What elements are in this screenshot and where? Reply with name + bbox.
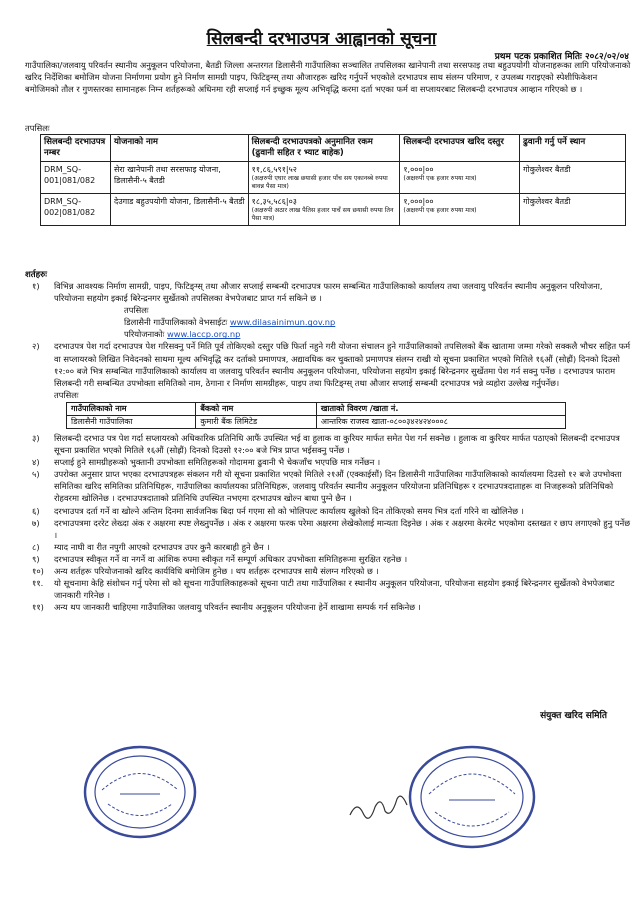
- table-row: [41, 162, 626, 194]
- header-place: ढुवानी गर्नु पर्ने स्थान: [520, 135, 626, 162]
- conditions-list: [32, 280, 633, 613]
- condition-item: १०) अन्य शर्तहरू परियोजनाको खरिद कार्यविधि बमोजिम हुनेछ । थप शर्तहरू दरभाउपत्र साथै संलग्न गरिएको छ ।: [32, 565, 379, 576]
- bid-number: DRM_SQ-001|081/082: [41, 162, 111, 194]
- right-stamp-icon: [405, 742, 540, 852]
- table-row: डिलासैनी गाउँपालिका कुमारी बैंक लिमिटेड आन्तरिक राजस्व खाता-०८००३४२४२४०००८: [67, 415, 566, 428]
- condition-item: ११) अन्य थप जानकारी चाहिएमा गाउँपालिका जलवायु परिवर्तन स्थानीय अनुकूलन परियोजना हेर्ने शाखामा सम्पर्क गर्न सकिनेछ ।: [32, 602, 421, 613]
- bank-table-header: गाउँपालिकाको नाम बैंकको नाम खाताको विवरण /खाता नं.: [67, 402, 566, 415]
- table-row: [41, 194, 626, 226]
- publish-date: प्रथम पटक प्रकाशित मितिः २०८२/०२/०४: [494, 52, 629, 62]
- condition-item: ३) सिलबन्दी दरभाउ पत्र पेश गर्दा सप्लायरको अधिकारिक प्रतिनिधि आफैं उपस्थित भई वा हुलाक वा कुरियर मार्फत समेत पेश गर्न सक्नेछ । हुलाक वा कुरियर मार्फत पठाएको सिलबन्दी दरभाउपत्र सूचना प्रकाशित भएको मितिले १६औं (सोह्रौं) दिनको दिउसो १२:०० बजे भित्र प्राप्त भईसक्नु पर्नेछ ।: [32, 432, 620, 456]
- header-fee: सिलबन्दी दरभाउपत्र खरिद दस्तुर: [400, 135, 520, 162]
- condition-item: ८) म्याद नाघी वा रीत नपुगी आएको दरभाउपत्र उपर कुनै कारबाही हुने छैन ।: [32, 541, 270, 552]
- purchase-fee: १,०००|०० (अक्षरुपी एक हजार रुपया मात्र): [400, 162, 520, 194]
- left-stamp-icon: [80, 742, 200, 842]
- bid-number: DRM_SQ-002|081/082: [41, 194, 111, 226]
- project-name: सेरा खानेपानी तथा सरसफाइ योजना, डिलासैनी-५ बैतडी: [110, 162, 248, 194]
- estimated-amount: ११,८६,५९१|५२ (अक्षरुपी एघार लाख छयासी हजार पाँच सय एकानब्बे रुपया बावन्न पैसा मात्र): [248, 162, 400, 194]
- purchase-fee: १,०००|०० (अक्षरुपी एक हजार रुपया मात्र): [400, 194, 520, 226]
- condition-item: २) दरभाउपत्र पेश गर्दा दरभाउपत्र पेश गरिसक्नु पर्ने मिति पूर्व तोकिएको दस्तुर पछि फिर्ता नहुने गरी योजना संचालन हुने गाउँपालिकाको तपसिलको बैंक खातामा जम्मा गरेको सक्कलै भौचर सहित फर्म वा सप्लायरको लिखित निवेदनको साथमा मूल्य अभिवृद्धि कर दर्ताको प्रमाणपत्र, अद्यावधिक कर चुक्ताको प्रमाणपत्र संलग्न राखी यो सूचना प्रकाशित भएको मितिले १६औं (सोह्रौं) दिनको दिउसो १२:०० बजे भित्र सम्बन्धित गाउँपालिकाको कार्यालय वा जलवायु परिवर्तन स्थानीय अनुकूलन परियोजना, परियोजना सहयोग इकाई बिरेन्द्रनगर सुर्खेतमा पेश गर्न सक्नु पर्नेछ । दरभाउपत्र फाराम सिलबन्दी गरी सम्बन्धित उपभोक्ता समितिको नाम, ठेगाना र निर्माण सामग्रीहरू, पाइप तथा फिटिङ्ग्स् तथा औजार सप्लाई सम्बन्धी दरभाउपत्र भन्ने व्यहोरा उल्लेख गर्नुपर्नेछ। तपसिलः गाउँपालिकाको नाम बैंकको नाम खाताको विवरण /खाता नं. डिलासैनी गाउँपालिका कुमारी बैंक लिमिटेड आन्तरिक राजस्व खाता-०८००३४२४२४०००८: [32, 340, 633, 428]
- municipality-website-link[interactable]: www.dilasainimun.gov.np: [229, 317, 336, 328]
- intro-paragraph: गाउँपालिका/जलवायु परिवर्तन स्थानीय अनुकूलन परियोजना, बैतडी जिल्ला अन्तरगत डिलासैनी गाउँपालिका सञ्चालित तपसिलका खानेपानी तथा सरसफाइ तथा बहुउपयोगी योजनाहरूका लागि परियोजनाको खरिद निर्देशिका बमोजिम योजना निर्माणमा प्रयोग हुने निर्माण सामग्री पाइप, फिटिङ्ग्स् तथा औजारहरू खरिद गर्नुपर्ने भएकोले दरभाउपत्र साथ संलग्न परिमाण, र उपलब्ध गराइएको स्पेशीफिकेशन बमोजिमको तौल र गुणस्तरका सामानहरू निम्न शर्तहरूको अधिनमा रही सप्लाई गर्न इच्छुक मूल्य अभिवृद्धि करमा दर्ता भएका फर्म वा सप्लायरबाट सिलबन्दी दरभाउपत्र आव्हान गरिएको छ ।: [25, 60, 631, 95]
- delivery-place: गोकुलेश्वर बैतडी: [520, 194, 626, 226]
- tapasil-links: तपसिलः डिलासैनी गाउँपालिकाको वेभसाईटः www.dilasainimun.gov.np परियोजनाकोः www.laccp.org.np: [124, 305, 336, 340]
- conditions-heading: शर्तहरुः: [25, 270, 47, 280]
- tapasil-label: तपसिलः: [25, 123, 50, 133]
- bank-tapasil-label: तपसिलः: [54, 389, 79, 400]
- bid-table: [40, 134, 626, 226]
- header-amount: सिलबन्दी दरभाउपत्रको अनुमानित रकम (ढुवानी सहित र भ्याट बाहेक): [248, 135, 400, 162]
- condition-item: ७) दरभाउपत्रमा दररेट लेख्दा अंक र अक्षरमा स्पष्ट लेख्नुपर्नेछ । अंक र अक्षरमा फरक परेमा अक्षरमा लेखेकोलाई मान्यता दिइनेछ । अंक र अक्षरमा केरमेट भएकोमा दस्तखत र छाप लगाएको हुनु पर्नेछ ।: [32, 517, 631, 540]
- notice-title: सिलबन्दी दरभाउपत्र आह्वानको सूचना: [206, 29, 437, 49]
- condition-item: ९) दरभाउपत्र स्वीकृत गर्ने वा नगर्ने वा आंशिक रुपमा स्वीकृत गर्ने सम्पूर्ण अधिकार उपभोक्ता समितिहरूमा सुरक्षित रहनेछ ।: [32, 553, 408, 564]
- condition-item: ५) उपरोक्त अनुसार प्राप्त भएका दरभाउपत्रहरू संकलन गरी यो सूचना प्रकाशित भएको मितिले २१औं (एक्काईसौं) दिन डिलासैनी गाउँपालिका गाउँपालिकाको कार्यालयमा दिउसो १२ बजे उपभोक्ता समितिका खरिद समितिका प्रतिनिधिहरू, गाउँपालिका कार्यालयका प्रतिनिधिहरू, जलवायु परिवर्तन स्थानीय अनुकूलन परियोजना प्रतिनिधिहरू र दरभाउपत्रदाताहरू वा निजहरूको प्रतिनिधिको रोहवरमा खोलिनेछ । दरभाउपत्रदाताको प्रतिनिधि उपस्थित नभएमा दरभाउपत्र खोल्न बाधा पुग्ने छैन ।: [32, 469, 622, 504]
- project-name: देउगाड बहुउपयोगी योजना, डिलासैनी-५ बैतडी: [110, 194, 248, 226]
- condition-item: ११. यो सूचनामा केहि संशोधन गर्नु परेमा सो को सूचना गाउँपालिकाहरूको सूचना पाटी तथा गाउँपालिका र स्थानीय अनुकूलन परियोजना, परियोजना सहयोग इकाई बिरेन्द्रनगर सुर्खेतको वेभपेजबाट जानकारी गरिनेछ ।: [32, 578, 615, 601]
- delivery-place: गोकुलेश्वर बैतडी: [520, 162, 626, 194]
- header-name: योजनाको नाम: [110, 135, 248, 162]
- bank-table: [66, 402, 566, 429]
- condition-item: ४) सप्लाई हुने सामग्रीहरूको भुक्तानी उपभोक्ता समितिहरूको गोदाममा ढुवानी भै चेकजाँच भएपछि मात्र गर्नेछन ।: [32, 457, 381, 468]
- project-website-link[interactable]: www.laccp.org.np: [166, 329, 241, 340]
- bid-table-header: [41, 135, 626, 162]
- estimated-amount: १८,३५,५८६|०३ (अक्षरुपी अठार लाख पैतिस हजार पाचँ सय छयासी रुपया तिन पैसा मात्र): [248, 194, 400, 226]
- committee-signature-label: संयुक्त खरिद समिति: [540, 711, 607, 721]
- condition-item: १) विभिन्न आवश्यक निर्माण सामग्री, पाइप, फिटिङ्ग्स् तथा औजार सप्लाई सम्बन्धी दरभाउपत्र फारम सम्बन्धित गाउँपालिकाको कार्यालय तथा जलवायु परिवर्तन स्थानीय अनुकूलन परियोजना, परियोजना सहयोग इकाई बिरेन्द्रनगर सुर्खेतको तपसिलका वेभपेजबाट प्राप्त गर्न सकिने छ । तपसिलः डिलासैनी गाउँपालिकाको वेभसाईटः www.dilasainimun.gov.np परियोजनाकोः www.laccp.org.np: [32, 280, 633, 340]
- header-number: सिलबन्दी दरभाउपत्र नम्बर: [41, 135, 111, 162]
- condition-item: ६) दरभाउपत्र दर्ता गर्ने वा खोल्ने अन्तिम दिनमा सार्वजनिक बिदा पर्न गएमा सो को भोलिपल्ट कार्यालय खुलेको दिन तोकिएको समय भित्र दर्ता गरिने वा खोलिनेछ ।: [32, 505, 524, 516]
